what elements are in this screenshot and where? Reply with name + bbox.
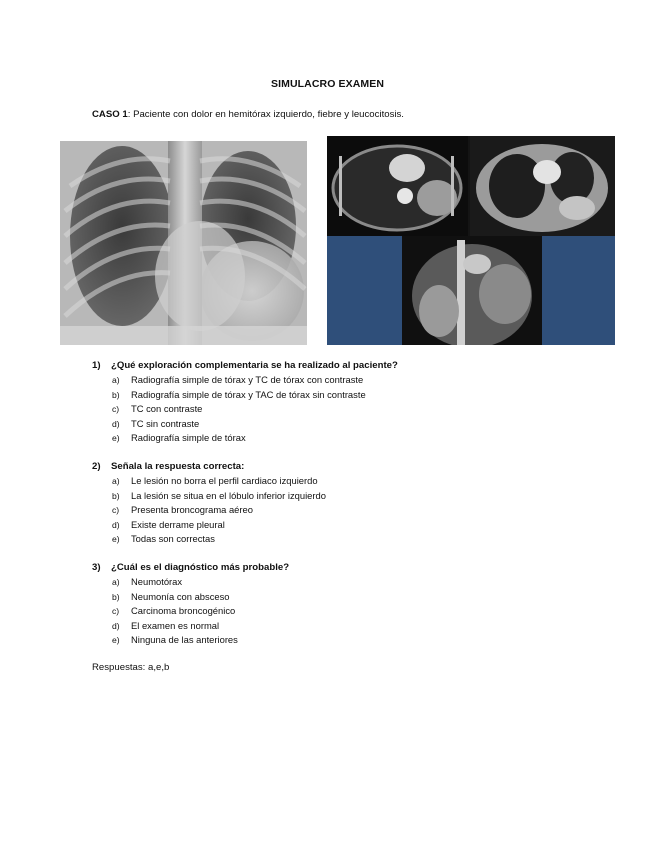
case-text: : Paciente con dolor en hemitórax izquierdo, fiebre y leucocitosis. — [127, 109, 404, 120]
option-text: Todas son correctas — [131, 533, 215, 545]
answer-option — [92, 474, 592, 489]
option-text: Neumotórax — [131, 575, 183, 587]
answer-option — [92, 503, 592, 518]
option-text: Presenta broncograma aéreo — [131, 504, 253, 516]
option-text: Radiografía simple de tórax — [131, 432, 246, 444]
answer-option — [92, 489, 592, 504]
option-text: Neumonía con absceso — [131, 590, 230, 602]
option-text: Radiografía simple de tórax y TAC de tórax sin contraste — [131, 388, 366, 400]
answer-option — [92, 518, 592, 533]
question-text: Señala la respuesta correcta: — [111, 460, 245, 472]
question-text: ¿Qué exploración complementaria se ha realizado al paciente? — [111, 360, 398, 371]
chest-ct-images — [327, 136, 615, 345]
case-description — [92, 109, 404, 120]
option-letter: a) — [112, 375, 120, 385]
case-label: CASO 1 — [92, 109, 128, 120]
option-letter: d) — [112, 620, 120, 631]
option-text: Carcinoma broncogénico — [131, 605, 236, 617]
answer-key: Respuestas: a,e,b — [92, 662, 170, 673]
option-letter: c) — [112, 404, 120, 415]
option-letter: a) — [112, 576, 120, 587]
option-text: Le lesión no borra el perfil cardiaco izquierdo — [131, 474, 318, 486]
option-letter: b) — [112, 591, 120, 602]
answer-option — [92, 402, 592, 417]
answer-option — [92, 373, 592, 388]
option-text: El examen es normal — [131, 619, 220, 631]
answer-option — [92, 604, 592, 619]
option-text: La lesión se situa en el lóbulo inferior izquierdo — [131, 489, 326, 501]
question-number: 3) — [92, 561, 101, 573]
questions-list — [92, 358, 592, 661]
question-1 — [92, 358, 592, 446]
question-text: ¿Cuál es el diagnóstico más probable? — [111, 561, 290, 573]
option-text: Ninguna de las anteriores — [131, 634, 238, 646]
answer-option — [92, 619, 592, 634]
option-letter: a) — [112, 475, 120, 486]
option-letter: b) — [112, 490, 120, 501]
option-letter: e) — [112, 635, 120, 646]
option-text: Existe derrame pleural — [131, 518, 225, 530]
option-letter: c) — [112, 505, 120, 516]
answer-option — [92, 633, 592, 648]
answer-option — [92, 431, 592, 446]
option-letter: c) — [112, 606, 120, 617]
chest-xray-image — [60, 141, 307, 345]
question-number: 1) — [92, 360, 101, 371]
option-letter: e) — [112, 433, 120, 444]
option-letter: d) — [112, 519, 120, 530]
option-text: TC sin contraste — [131, 417, 200, 429]
option-text: TC con contraste — [131, 403, 203, 415]
page-title: SIMULACRO EXAMEN — [270, 78, 385, 90]
option-text: Radiografía simple de tórax y TC de tórax con contraste — [131, 374, 364, 385]
answer-option — [92, 417, 592, 432]
question-3 — [92, 560, 592, 648]
answer-option — [92, 575, 592, 590]
answer-option — [92, 532, 592, 547]
option-letter: b) — [112, 389, 120, 400]
option-letter: d) — [112, 418, 120, 429]
answer-option — [92, 590, 592, 605]
answer-option — [92, 388, 592, 403]
question-2 — [92, 459, 592, 547]
question-number: 2) — [92, 460, 101, 472]
option-letter: e) — [112, 534, 120, 545]
